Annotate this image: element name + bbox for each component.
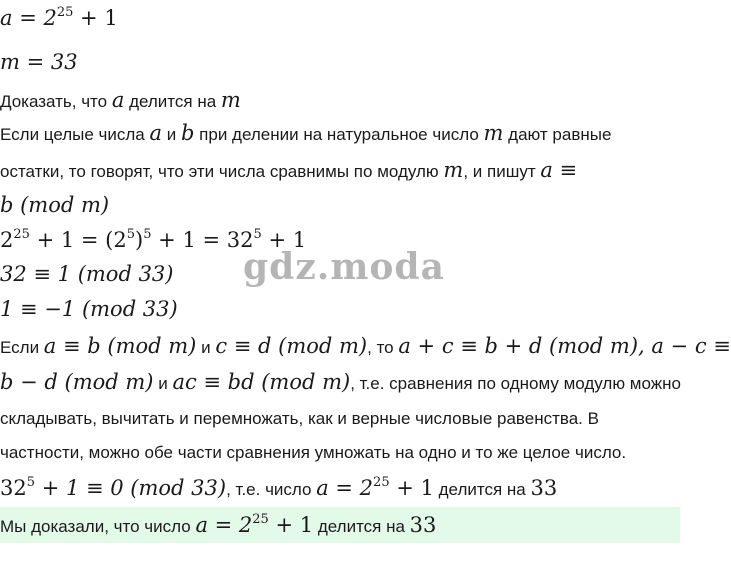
- math: a = 2: [0, 6, 57, 30]
- text: при делении на натуральное число: [194, 125, 484, 144]
- math: + 1 = 32: [151, 228, 254, 252]
- math: + 1: [389, 476, 434, 500]
- math: + 1 ≡ 0 (mod 33): [35, 476, 227, 500]
- math: b: [180, 121, 195, 145]
- step-congruence-32: [0, 262, 174, 288]
- property-line-2: [0, 370, 681, 396]
- text: делится на: [313, 517, 410, 536]
- task-statement: [0, 88, 241, 114]
- given-m: [0, 50, 78, 76]
- math: ): [135, 228, 144, 252]
- definition-line-3: [0, 193, 109, 219]
- text: дают равные: [503, 125, 612, 144]
- math: c ≡ d (mod m): [215, 334, 368, 358]
- math: b − d (mod m): [0, 370, 154, 394]
- given-a: [0, 6, 118, 32]
- math: + 1: [73, 6, 118, 30]
- text: и: [162, 125, 181, 144]
- exponent: 25: [56, 5, 74, 20]
- math: + 1: [268, 513, 314, 537]
- text: делится на: [124, 92, 221, 111]
- math: m: [483, 121, 504, 145]
- math: m: [443, 158, 464, 182]
- math: 2: [0, 228, 14, 252]
- math: b (mod m): [0, 193, 110, 217]
- math: 33: [409, 513, 437, 537]
- text: и: [196, 338, 216, 357]
- exponent: 5: [143, 227, 152, 242]
- exponent: 25: [373, 475, 390, 490]
- definition-line-2: [0, 158, 577, 184]
- math: m: [220, 88, 241, 112]
- math: 32: [0, 476, 27, 500]
- step-congruence-1: [0, 297, 178, 323]
- text: складывать, вычитать и перемножать, как и верные числовые равенства. В: [0, 409, 599, 428]
- text: , и пишут: [463, 162, 541, 181]
- exponent: 25: [13, 227, 30, 242]
- exponent: 5: [253, 227, 262, 242]
- text: частности, можно обе части сравнения умножать на одно и то же целое число.: [0, 443, 627, 462]
- math: 1 ≡ −1 (mod 33): [0, 297, 178, 321]
- watermark: gdz.moda: [243, 246, 445, 288]
- math: a ≡: [540, 158, 578, 182]
- math: + 1: [261, 228, 307, 252]
- exponent: 5: [126, 227, 136, 242]
- definition-line-1: [0, 121, 611, 147]
- math: a = 2: [316, 476, 374, 500]
- text: Если целые числа: [0, 125, 150, 144]
- text: , то: [367, 338, 399, 357]
- property-line-3: [0, 407, 599, 431]
- math: a: [111, 88, 125, 112]
- math: a: [149, 121, 163, 145]
- math: 32 ≡ 1 (mod 33): [0, 262, 174, 286]
- math: 33: [530, 476, 558, 500]
- property-line-4: [0, 441, 626, 465]
- exponent: 5: [26, 475, 36, 490]
- math: a ≡ b (mod m): [43, 334, 197, 358]
- text: , т.е. сравнения по одному модулю можно: [350, 374, 681, 393]
- math: m = 33: [0, 50, 78, 74]
- text: остатки, то говорят, что эти числа сравнимы по модулю: [0, 162, 444, 181]
- conclusion: [0, 513, 436, 539]
- text: и: [153, 374, 173, 393]
- step-result: [0, 476, 557, 502]
- property-line-1: [0, 334, 731, 360]
- text: Доказать, что: [0, 92, 112, 111]
- math: ac ≡ bd (mod m): [172, 370, 351, 394]
- math: a + c ≡ b + d (mod m), a − c ≡: [398, 334, 731, 358]
- text: Мы доказали, что число: [0, 517, 196, 536]
- math: a = 2: [195, 513, 253, 537]
- text: , т.е. число: [226, 480, 317, 499]
- math: + 1 = (2: [29, 228, 127, 252]
- exponent: 25: [252, 512, 269, 527]
- text: делится на: [433, 480, 531, 499]
- text: Если: [0, 338, 44, 357]
